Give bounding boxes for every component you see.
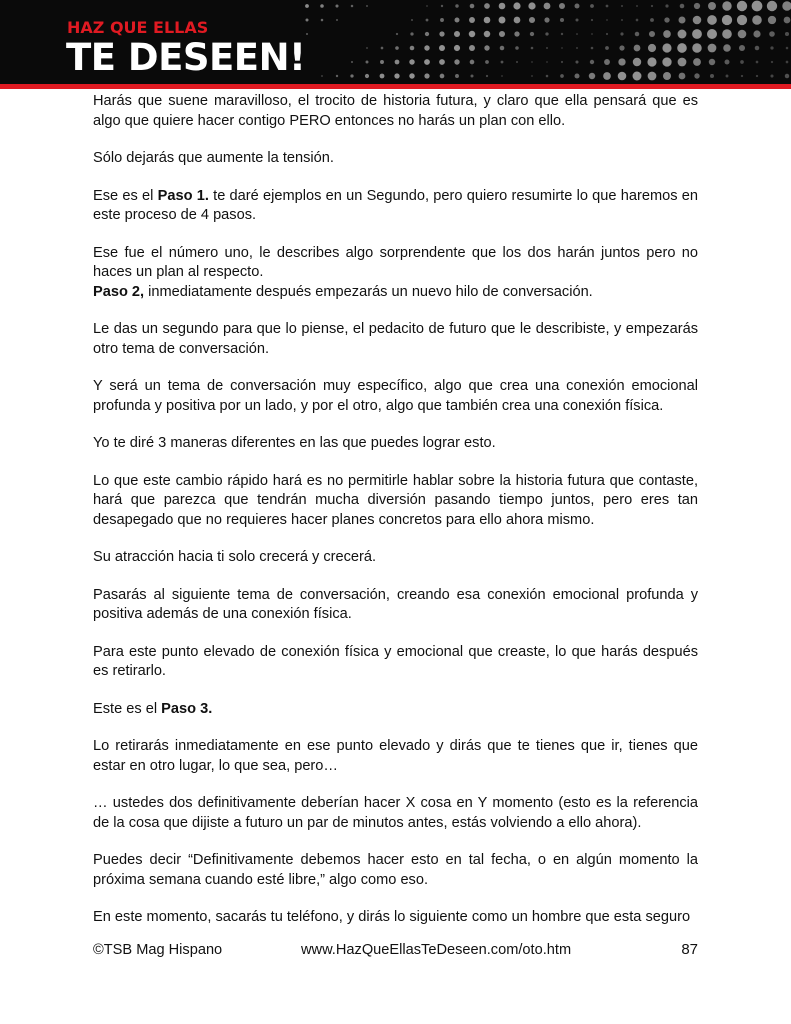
halftone-dot [753,30,760,37]
halftone-dot [633,58,641,66]
halftone-dot [722,1,731,10]
halftone-dot [469,31,475,37]
halftone-dot [454,59,459,64]
halftone-dot [663,72,671,80]
halftone-dot [484,31,491,38]
halftone-dot [306,33,308,35]
halftone-dot [485,60,489,64]
halftone-dot [560,18,564,22]
halftone-dot [726,75,729,78]
halftone-dot [484,17,491,24]
halftone-dot [634,45,641,52]
halftone-dot [559,3,565,9]
halftone-dot [409,59,414,64]
halftone-dot [648,44,656,52]
halftone-dot [770,74,773,77]
halftone-dot [590,60,594,64]
halftone-dot [604,59,610,65]
halftone-dot [395,60,400,65]
paragraph: Ese es el Paso 1. te daré ejemplos en un Segundo, pero quiero resumirte lo que haremos en este proceso de 4 pasos. [93,187,698,223]
halftone-dot [678,58,687,67]
footer-copyright: ©TSB Mag Hispano [93,942,223,958]
halftone-dot [662,43,671,52]
halftone-dot [561,47,563,49]
halftone-dot [501,61,504,64]
halftone-dot [737,15,747,25]
halftone-dot [737,1,747,11]
halftone-dot [680,4,685,9]
halftone-dot [605,46,609,50]
page-header [0,0,791,86]
halftone-dot [544,3,551,10]
halftone-dot [455,74,459,78]
halftone-dot [618,58,625,65]
halftone-dot [469,17,475,23]
halftone-dot [591,47,594,50]
halftone-dot [678,30,687,39]
halftone-dot [425,32,429,36]
halftone-dot [321,19,324,22]
paragraph: Le das un segundo para que lo piense, el pedacito de futuro que le describiste, y empezarás otro tema de conversación. [93,321,698,357]
halftone-dot [529,17,535,23]
halftone-dot [440,74,445,79]
halftone-dot [396,33,398,35]
halftone-dot [424,59,430,65]
halftone-dot [693,58,701,66]
halftone-dot [635,32,640,37]
halftone-dot [636,5,638,7]
halftone-dot [633,72,642,81]
halftone-dot [381,47,384,50]
halftone-dot [710,74,714,78]
halftone-dot [530,32,534,36]
halftone-dot [786,47,789,50]
halftone-dot [784,17,791,24]
halftone-dot [499,3,506,10]
halftone-dot [620,32,623,35]
paragraph: Este es el Paso 3. [93,700,213,717]
paragraph: Puedes decir “Definitivamente debemos hacer esto en tal fecha, o en algún momento la próxima semana cuando esté libre,” algo como eso. [93,852,698,888]
halftone-dot [678,16,685,23]
halftone-dot [499,17,506,24]
paragraph: Para este punto elevado de conexión física y emocional que creaste, lo que harás después es retirarlo. [93,643,698,679]
halftone-dot [544,17,549,22]
halftone-dot [707,29,717,39]
halftone-dot [752,15,762,25]
halftone-dot [531,47,534,50]
halftone-dot [739,45,745,51]
halftone-dot [648,72,657,81]
halftone-dot [694,3,700,9]
footer-url: www.HazQueEllasTeDeseen.com/oto.htm [301,942,572,958]
paragraph: … ustedes dos definitivamente deberían hacer X cosa en Y momento (esto es la referencia de la cosa que dijiste a futuro un par de minutos antes, estás volviendo a ello ahora). [93,795,698,831]
halftone-dot [756,61,759,64]
halftone-dot [590,4,594,8]
halftone-dot [707,15,717,25]
halftone-dot [424,73,429,78]
halftone-dot [395,46,399,50]
halftone-dot [756,75,758,77]
halftone-dot [305,4,309,8]
halftone-dot [621,19,623,21]
halftone-dot [752,1,763,12]
brand-title-main: TE DESEEN! [66,36,306,79]
paragraph: Yo te diré 3 maneras diferentes en las que puedes lograr esto. [93,435,496,451]
halftone-dot [499,31,505,37]
halftone-dot [513,2,520,9]
halftone-dot [767,1,777,11]
halftone-dot [723,44,731,52]
halftone-dot [663,30,671,38]
halftone-dot [786,61,789,64]
halftone-dot [649,31,655,37]
halftone-dot [619,45,624,50]
halftone-dot [606,19,608,21]
halftone-dot [693,16,702,25]
halftone-dot [546,75,549,78]
halftone-dot [439,59,445,65]
halftone-dot [606,33,608,35]
halftone-dot [785,32,789,36]
page-footer [93,939,698,961]
page-number: 87 [681,941,698,958]
halftone-dot [501,75,503,77]
halftone-dot [755,46,760,51]
halftone-dot [603,72,611,80]
halftone-dot [770,46,773,49]
halftone-dot [335,4,338,7]
paragraph: Su atracción hacia ti solo crecerá y crecerá. [93,549,377,565]
halftone-dot [708,44,717,53]
halftone-dot [768,16,776,24]
halftone-dot [440,18,444,22]
halftone-dot [531,75,533,77]
halftone-dot [516,61,518,63]
halftone-dot [647,57,656,66]
halftone-dot [575,18,578,21]
halftone-dot [621,5,623,7]
halftone-dot [409,73,414,78]
halftone-dot [455,18,460,23]
halftone-dot [722,15,732,25]
halftone-dot [469,45,475,51]
halftone-dot [771,61,773,63]
halftone-dot [321,75,323,77]
halftone-dot [531,61,533,63]
halftone-dot [439,45,445,51]
paragraph: Pasarás al siguiente tema de conversación, creando esa conexión emocional profunda y positiva además de una conexión física. [93,586,698,622]
halftone-dot [677,43,687,53]
halftone-dot [366,47,368,49]
halftone-dot [560,74,564,78]
halftone-dot [484,3,490,9]
halftone-dot [561,61,563,63]
halftone-dot [636,19,639,22]
halftone-dot [546,47,548,49]
halftone-dot [470,60,475,65]
paragraph: Lo que este cambio rápido hará es no permitirle hablar sobre la historia futura que contaste, hará que parezca que tendrán mucha diversión pasando tiempo juntos, pero eres tan desapegado que no requieres hacer planes concretos para ello ahora mismo. [93,472,698,528]
halftone-dot [500,46,505,51]
halftone-dot [591,33,593,35]
halftone-dot [350,74,353,77]
halftone-dot [410,46,415,51]
halftone-dot [336,75,338,77]
halftone-dot [591,19,593,21]
halftone-dot [365,74,369,78]
halftone-dot [665,4,668,7]
halftone-dot [664,17,669,22]
halftone-dot [426,19,429,22]
halftone-dot [561,33,563,35]
halftone-dot [692,29,702,39]
halftone-dot [694,73,699,78]
paragraph: Paso 2, inmediatamente después empezarás un nuevo hilo de conversación. [93,283,593,300]
halftone-dot [454,45,460,51]
document-body [93,92,698,946]
halftone-dot [769,31,775,37]
halftone-dot [738,30,747,39]
halftone-dot [441,5,443,7]
halftone-dot [575,60,578,63]
halftone-dot [740,60,744,64]
halftone-dot [424,45,429,50]
halftone-dot [606,5,609,8]
halftone-dot [589,73,595,79]
halftone-dot [679,73,686,80]
halftone-dot [366,61,369,64]
paragraph: En este momento, sacarás tu teléfono, y dirás lo siguiente como un hombre que esta seguro [93,909,691,925]
halftone-dot [650,18,654,22]
halftone-dot [351,61,353,63]
halftone-dot [545,32,548,35]
paragraph: Ese fue el número uno, le describes algo sorprendente que los dos harán juntos pero no haces un plan al respecto. [93,244,698,280]
halftone-dot [380,74,385,79]
halftone-dot [528,2,535,9]
halftone-dot [320,4,324,8]
halftone-dot [486,75,488,77]
halftone-dot [708,2,716,10]
halftone-dot [305,18,308,21]
paragraph: Lo retirarás inmediatamente en ese punto elevado y dirás que te tienes que ir, tienes que estar en otro lugar, lo que sea, pero… [93,738,698,774]
halftone-dot [484,45,489,50]
paragraph: Harás que suene maravilloso, el trocito de historia futura, y claro que ella pensará que es algo que quiere hacer contigo PERO entonces no harás un plan con ello. [93,93,698,129]
halftone-dot [785,74,789,78]
halftone-dot [394,73,399,78]
halftone-dot [574,73,579,78]
halftone-dot [576,33,578,35]
halftone-dot [439,31,444,36]
halftone-dot [741,75,743,77]
halftone-dot [470,4,475,9]
halftone-dot [366,5,368,7]
halftone-dot [470,74,473,77]
halftone-dot [515,46,519,50]
halftone-dot [662,57,671,66]
halftone-dot [725,60,730,65]
halftone-dot [618,72,627,81]
halftone-dot [410,32,413,35]
halftone-dot [575,4,580,9]
paragraph: Y será un tema de conversación muy específico, algo que crea una conexión emocional profunda y positiva por un lado, y por el otro, algo que también crea una conexión física. [93,378,698,414]
halftone-dot [576,47,578,49]
halftone-dot [692,43,702,53]
halftone-dot [722,29,732,39]
halftone-dot [514,31,519,36]
halftone-dot [782,1,791,10]
header-divider [0,84,791,89]
halftone-dot [380,60,384,64]
halftone-dot [651,5,653,7]
halftone-dot [411,19,413,21]
halftone-dot [514,17,521,24]
halftone-dot [709,59,715,65]
halftone-dot [336,19,338,21]
halftone-dot [351,5,354,8]
brand-title-top: HAZ QUE ELLAS [67,18,209,37]
halftone-dot [426,5,428,7]
halftone-dot [455,4,458,7]
halftone-dot [454,31,460,37]
paragraph: Sólo dejarás que aumente la tensión. [93,150,334,166]
halftone-dot [546,61,548,63]
